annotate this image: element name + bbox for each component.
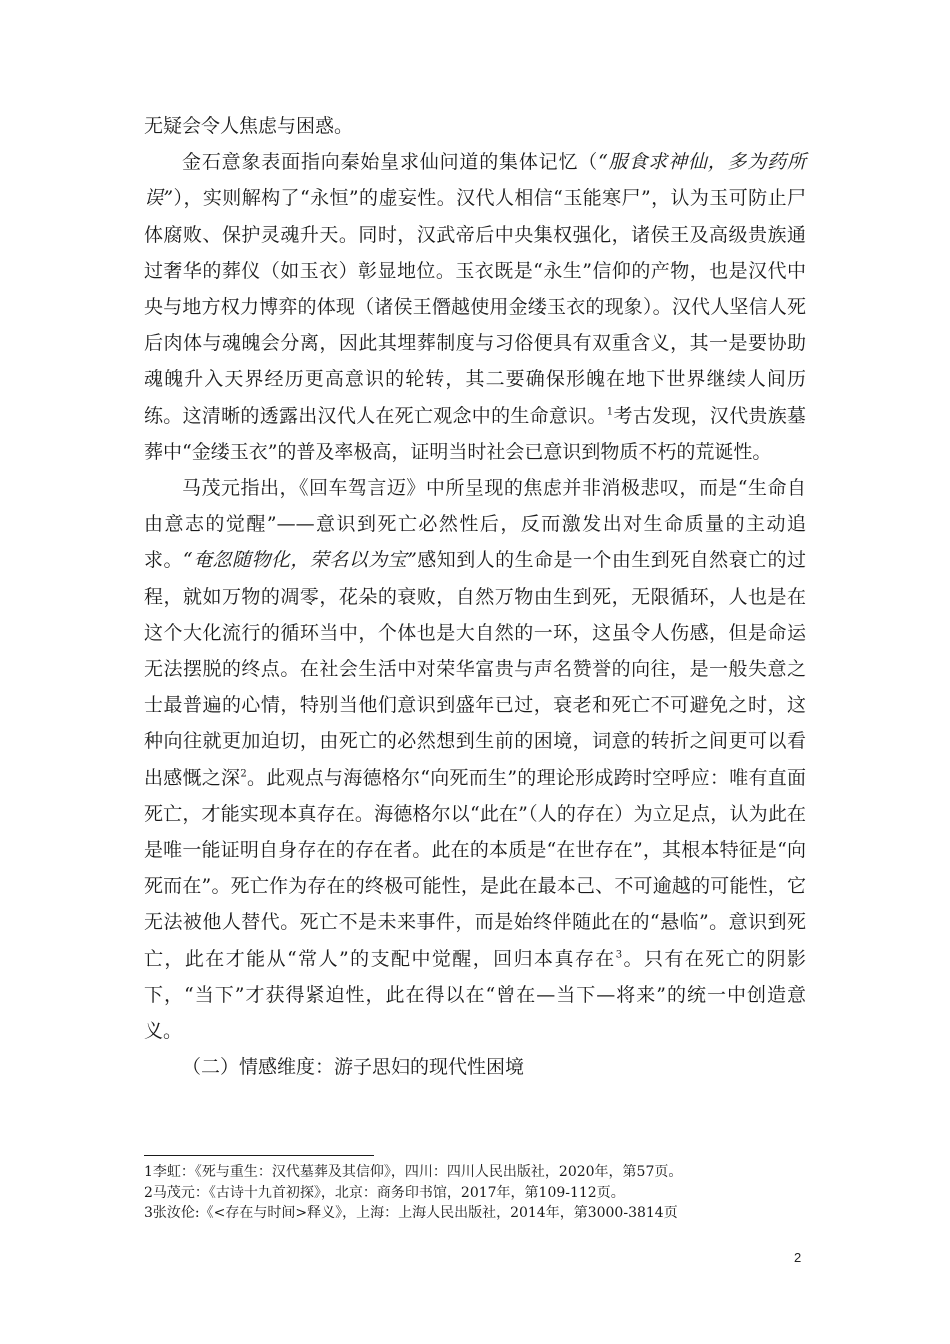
paragraph-continuation [144,108,806,144]
paragraph-text: 考古发现，汉代贵族墓葬中“金缕玉衣”的普及率极高，证明当时社会已意识到物质不朽的荒诞性。 [144,404,806,463]
footnote-3: 3张汝伦:《<存在与时间>释义》，上海：上海人民出版社，2014年，第3000-3814页 [144,1205,678,1221]
footnote-ref[interactable]: 2 [240,768,247,780]
paragraph-text: ），实则解构了“永恒”的虚妄性。汉代人相信“玉能寒尸”，认为玉可防止尸体腐败、保护灵魂升天。同时，汉武帝后中央集权强化，诸侯王及高级贵族通过奢华的葬仪（如玉衣）彰显地位。玉衣既是“永生”信仰的产物，也是汉代中央与地方权力博弈的体现（诸侯王僭越使用金缕玉衣的现象）。汉代人坚信人死后肉体与魂魄会分离，因此其埋葬制度与习俗便具有双重含义，其一是要协助魂魄升入天界经历更高意识的轮转，其二要确保形魄在地下世界继续人间历练。这清晰的透露出汉代人在死亡观念中的生命意识。 [144,187,807,427]
body-text [144,108,806,1085]
paragraph-text: 。只有在死亡的阴影下，“当下”才获得紧迫性，此在得以在“曾在—当下—将来”的统一中创造意义。 [144,947,806,1043]
paragraph-text: 金石意象表面指向秦始皇求仙问道的集体记忆（ [182,151,599,174]
paragraph-text: 马茂元指出，《回车驾言迈》中所呈现的焦虑并非消极悲叹，而是“生命自由意志的觉醒”——意识到死亡必然性后，反而激发出对生命质量的主动追求。 [144,477,806,572]
poem-quote: “奄忽随物化，荣名以为宝” [182,549,417,572]
page-number: 2 [794,1250,802,1265]
footnote-2: 2马茂元：《古诗十九首初探》，北京：商务印书馆，2017年，第109-112页。 [144,1184,625,1201]
paragraph-maomaoyuan [144,470,806,1049]
footnote-separator [144,1155,374,1156]
poem-quote: “服食求神仙，多为药所误” [144,151,806,210]
section-heading: （二）情感维度：游子思妇的现代性困境 [182,1056,525,1079]
footnotes [144,1162,824,1224]
paragraph-jinshi [144,144,806,470]
footnote-1: 1李虹：《死与重生：汉代墓葬及其信仰》，四川：四川人民出版社，2020年，第57页。 [144,1164,683,1180]
paragraph-text: 。此观点与海德格尔“向死而生”的理论形成跨时空呼应：唯有直面死亡，才能实现本真存在。海德格尔以“此在”（人的存在）为立足点，认为此在是唯一能证明自身存在的存在者。此在的本质是“在世存在”，其根本特征是“向死而在”。死亡作为存在的终极可能性，是此在最本己、不可逾越的可能性，它无法被他人替代。死亡不是未来事件，而是始终伴随此在的“悬临”。意识到死亡，此在才能从“常人”的支配中觉醒，回归本真存在 [144,766,806,970]
paragraph-text: 无疑会令人焦虑与困惑。 [144,115,354,137]
footnote-ref[interactable]: 1 [606,406,614,418]
footnote-ref[interactable]: 3 [615,949,623,961]
paragraph-text: 感知到人的生命是一个由生到死自然衰亡的过程，就如万物的凋零，花朵的衰败，自然万物由生到死，无限循环，人也是在这个大化流行的循环当中，个体也是大自然的一环，这虽令人伤感，但是命运无法摆脱的终点。在社会生活中对荣华富贵与声名赞誉的向往，是一般失意之士最普遍的心情，特别当他们意识到盛年已过，衰老和死亡不可避免之时，这种向往就更加迫切，由死亡的必然想到生前的困境，词意的转折之间更可以看出感慨之深 [144,549,806,789]
